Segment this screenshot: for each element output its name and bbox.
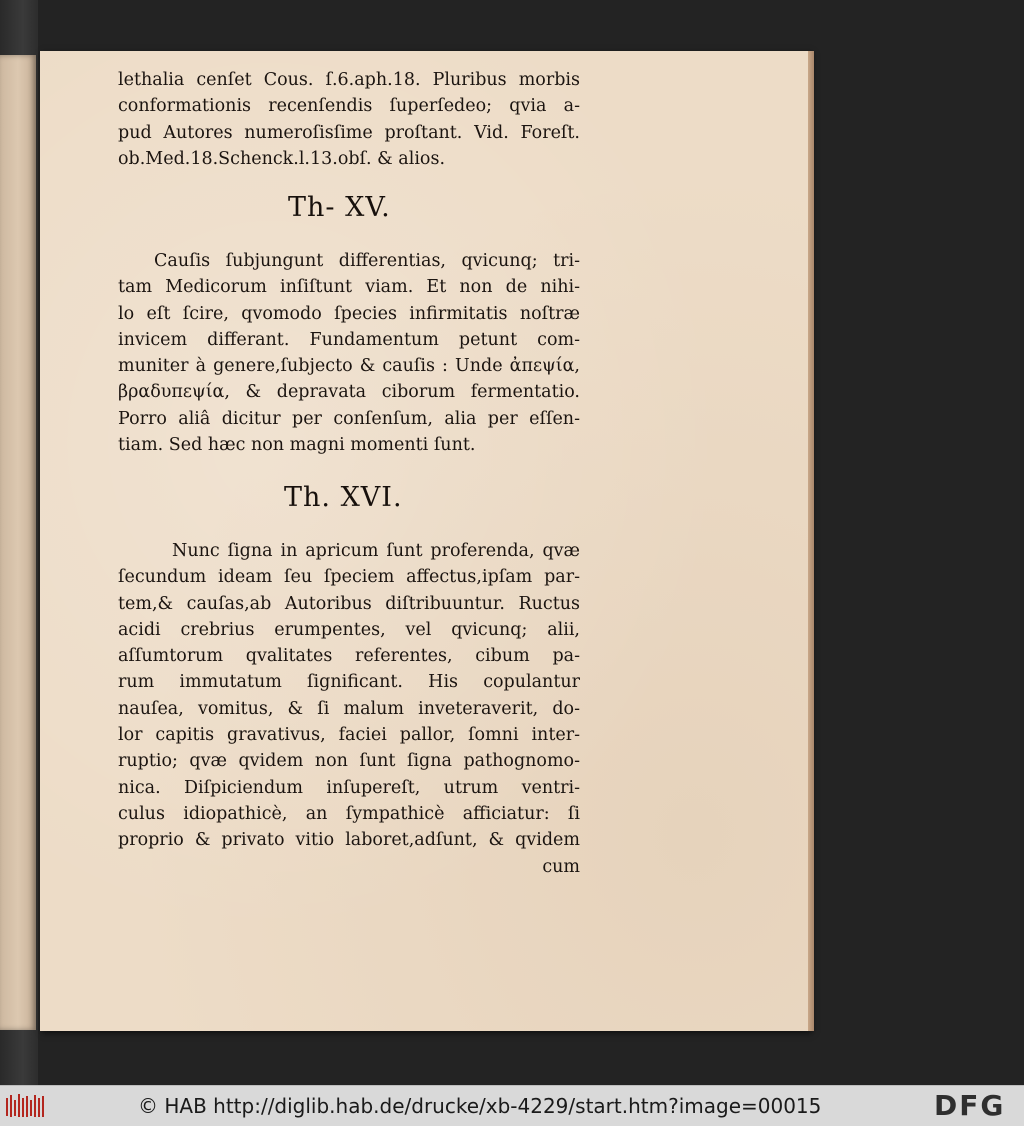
text-line: Cauſis ſubjungunt differentias, qvicunq; tri- (154, 251, 580, 271)
text-line: nica. Diſpiciendum inſupereſt, utrum ventri- (118, 777, 580, 798)
text-line: ob.Med.18.Schenck.l.13.obſ. & alios. (118, 148, 446, 169)
catchword: cum (542, 856, 580, 877)
text-line: conformationis recenſendis ſuperſedeo; qvia a- (118, 96, 580, 117)
text-line: ſecundum ideam ſeu ſpeciem affectus,ipſam par- (118, 567, 580, 588)
text-line: invicem differant. Fundamentum petunt com- (118, 329, 580, 350)
text-line: acidi crebrius erumpentes, vel qvicunq; alii, (118, 619, 580, 640)
page-edge-shadow (808, 51, 814, 1031)
previous-page-edge (0, 55, 36, 1030)
text-line: Porro aliâ dicitur per conſenſum, alia per eſſen- (118, 408, 580, 429)
text-line: nauſea, vomitus, & ſi malum inveteraverit, do- (118, 698, 580, 719)
paragraph-th-xv (118, 248, 580, 458)
hab-logo-icon (4, 1092, 48, 1120)
text-line: pud Autores numeroſisſime proſtant. Vid. Foreſt. (118, 122, 580, 143)
text-line: tam Medicorum inſiſtunt viam. Et non de nihi- (118, 277, 580, 298)
section-heading-xvi: Th. XVI. (284, 482, 403, 513)
source-link[interactable]: © HAB http://diglib.hab.de/drucke/xb-4229/start.htm?image=00015 (138, 1094, 822, 1118)
dfg-logo: DFG (934, 1089, 1006, 1122)
text-line: culus idiopathicè, an ſympathicè afficiatur: ſi (118, 803, 580, 824)
footer-bar (0, 1085, 1024, 1126)
text-line: tem,& cauſas,ab Autoribus diſtribuuntur. Ructus (118, 593, 580, 614)
text-line: Nunc ſigna in apricum ſunt proferenda, qvæ (172, 541, 580, 561)
text-line: rum immutatum ſignificant. His copulantur (118, 672, 580, 693)
text-line: lethalia cenſet Cous. ſ.6.aph.18. Pluribus morbis (118, 70, 580, 90)
text-line: lo eſt ſcire, qvomodo ſpecies infirmitatis noſtræ (118, 303, 580, 324)
section-heading-xv: Th- XV. (288, 192, 391, 223)
text-line: tiam. Sed hæc non magni momenti ſunt. (118, 435, 476, 456)
text-line: proprio & privato vitio laboret,adſunt, & qvidem (118, 830, 580, 851)
text-line: lor capitis gravativus, faciei pallor, ſomni inter- (118, 725, 580, 746)
text-line: ruptio; qvæ qvidem non ſunt ſigna pathognomo- (118, 751, 580, 772)
text-line: aſſumtorum qvalitates referentes, cibum pa- (118, 646, 580, 667)
text-line: muniter à genere,ſubjecto & cauſis : Unde ἀπεψία, (118, 356, 580, 377)
paragraph-opening (118, 67, 580, 172)
paragraph-th-xvi (118, 538, 580, 880)
text-line: βραδυπεψία, & depravata ciborum fermentatio. (118, 382, 580, 403)
